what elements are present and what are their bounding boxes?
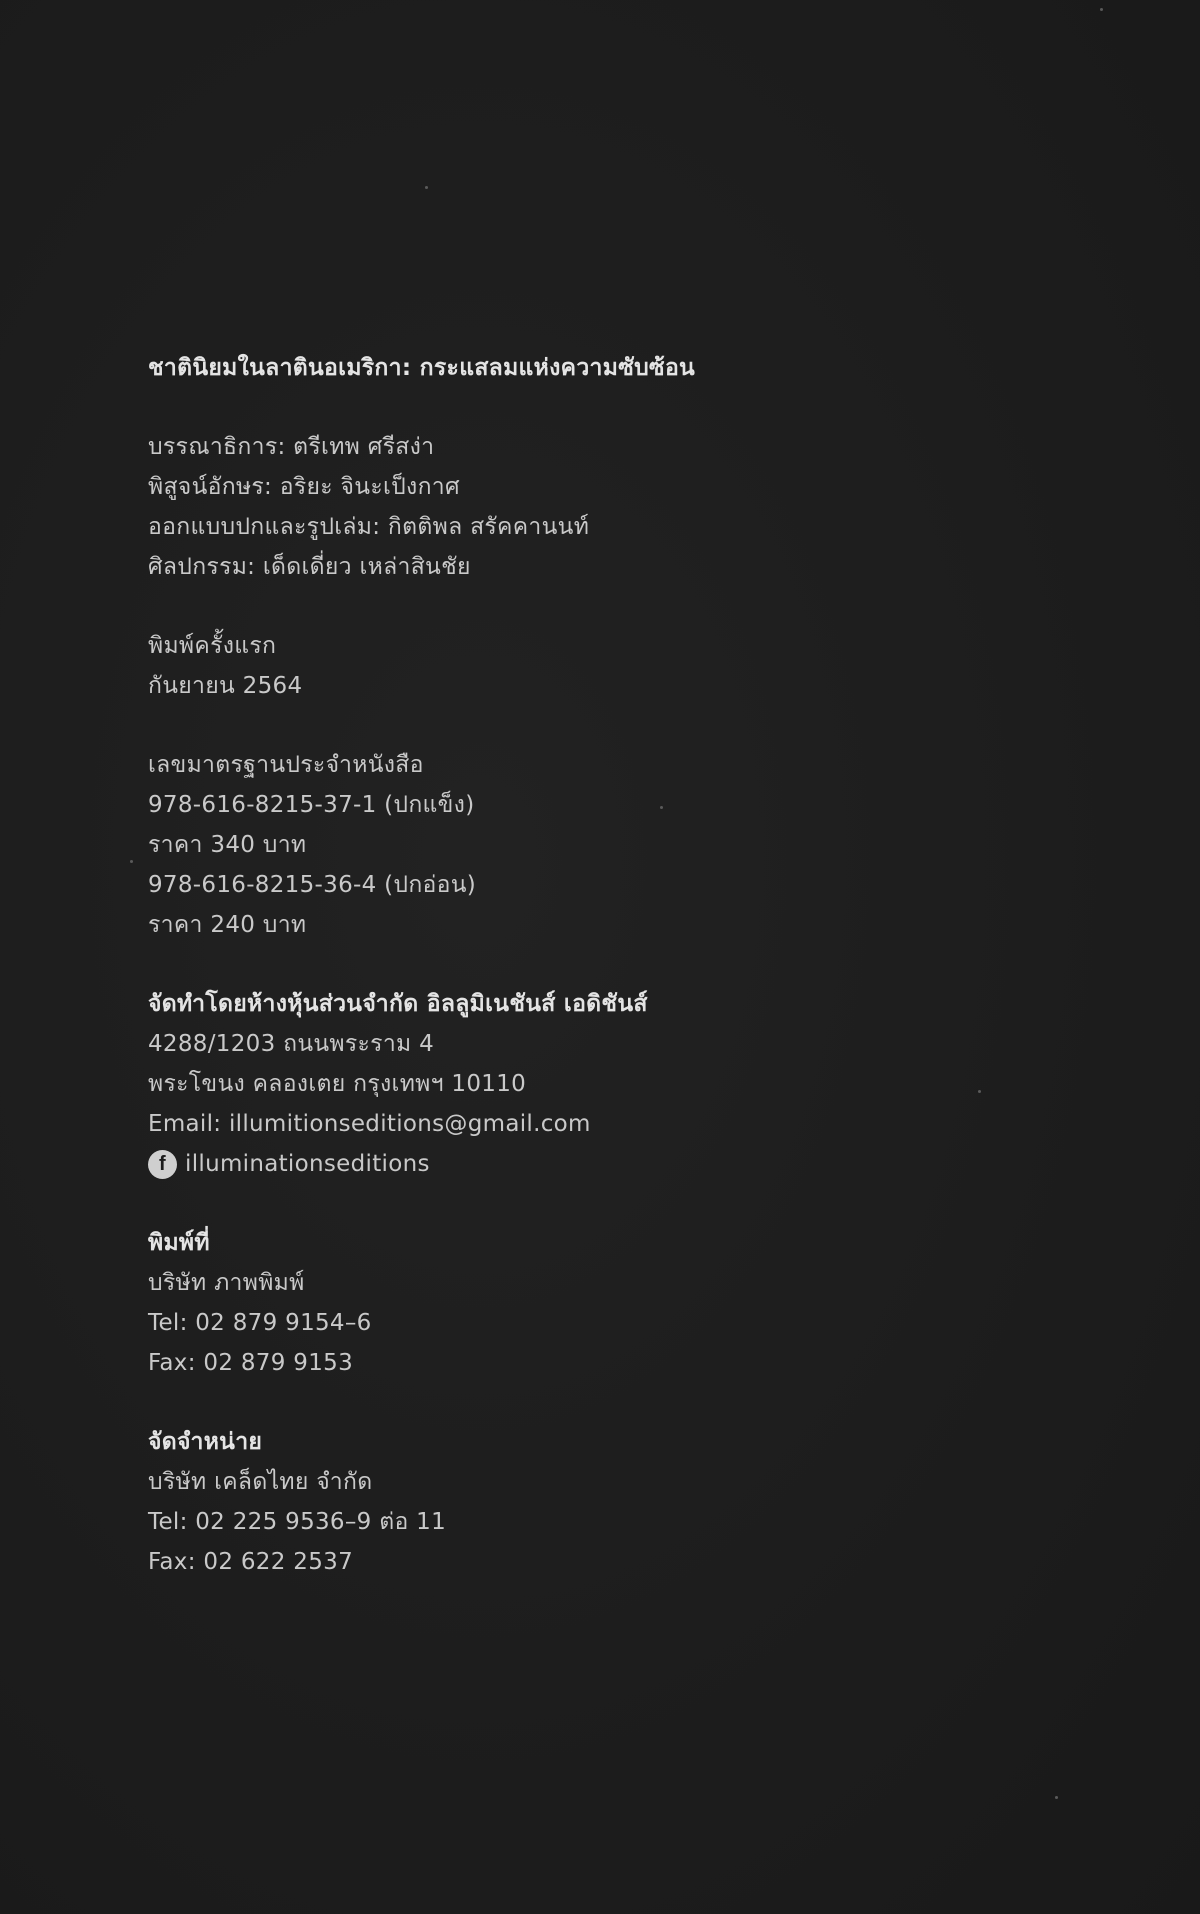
price-paperback: ราคา 240 บาท bbox=[148, 912, 307, 938]
distributor-fax: Fax: 02 622 2537 bbox=[148, 1549, 354, 1575]
printer-name: บริษัท ภาพพิมพ์ bbox=[148, 1270, 305, 1296]
edition-date: กันยายน 2564 bbox=[148, 673, 303, 699]
isbn-paperback: 978-616-8215-36-4 (ปกอ่อน) bbox=[148, 872, 477, 898]
printer-tel: Tel: 02 879 9154–6 bbox=[148, 1310, 372, 1336]
distributor-name: บริษัท เคล็ดไทย จำกัด bbox=[148, 1469, 373, 1495]
paper-speck bbox=[1055, 1796, 1058, 1799]
printer-heading: พิมพ์ที่ bbox=[148, 1230, 210, 1256]
facebook-handle: illuminationseditions bbox=[185, 1151, 430, 1177]
publisher-email: Email: illumitionseditions@gmail.com bbox=[148, 1111, 591, 1137]
distributor-heading: จัดจำหน่าย bbox=[148, 1429, 263, 1455]
credit-cover-designer: ออกแบบปกและรูปเล่ม: กิตติพล สรัคคานนท์ bbox=[148, 514, 590, 540]
distributor-tel: Tel: 02 225 9536–9 ต่อ 11 bbox=[148, 1509, 447, 1535]
colophon-block bbox=[148, 348, 1048, 1582]
publisher-address-line1: 4288/1203 ถนนพระราม 4 bbox=[148, 1031, 435, 1057]
publisher-heading: จัดทำโดยห้างหุ้นส่วนจำกัด อิลลูมิเนชันส์ เอดิชันส์ bbox=[148, 991, 648, 1017]
paper-speck bbox=[425, 186, 428, 189]
credit-proofreader: พิสูจน์อักษร: อริยะ จินะเป็งกาศ bbox=[148, 474, 460, 500]
paper-speck bbox=[130, 860, 133, 863]
edition-label: พิมพ์ครั้งแรก bbox=[148, 633, 277, 659]
isbn-heading: เลขมาตรฐานประจำหนังสือ bbox=[148, 752, 424, 778]
credit-editor: บรรณาธิการ: ตรีเทพ ศรีสง่า bbox=[148, 434, 435, 460]
price-hardcover: ราคา 340 บาท bbox=[148, 832, 307, 858]
credit-artwork: ศิลปกรรม: เด็ดเดี่ยว เหล่าสินชัย bbox=[148, 554, 471, 580]
publisher-address-line2: พระโขนง คลองเตย กรุงเทพฯ 10110 bbox=[148, 1071, 527, 1097]
facebook-icon: f bbox=[148, 1150, 177, 1179]
printer-fax: Fax: 02 879 9153 bbox=[148, 1350, 354, 1376]
book-title: ชาตินิยมในลาตินอเมริกา: กระแสลมแห่งความซับซ้อน bbox=[148, 355, 696, 381]
publisher-facebook bbox=[148, 1144, 1048, 1184]
paper-speck bbox=[1100, 8, 1103, 11]
isbn-hardcover: 978-616-8215-37-1 (ปกแข็ง) bbox=[148, 792, 475, 818]
